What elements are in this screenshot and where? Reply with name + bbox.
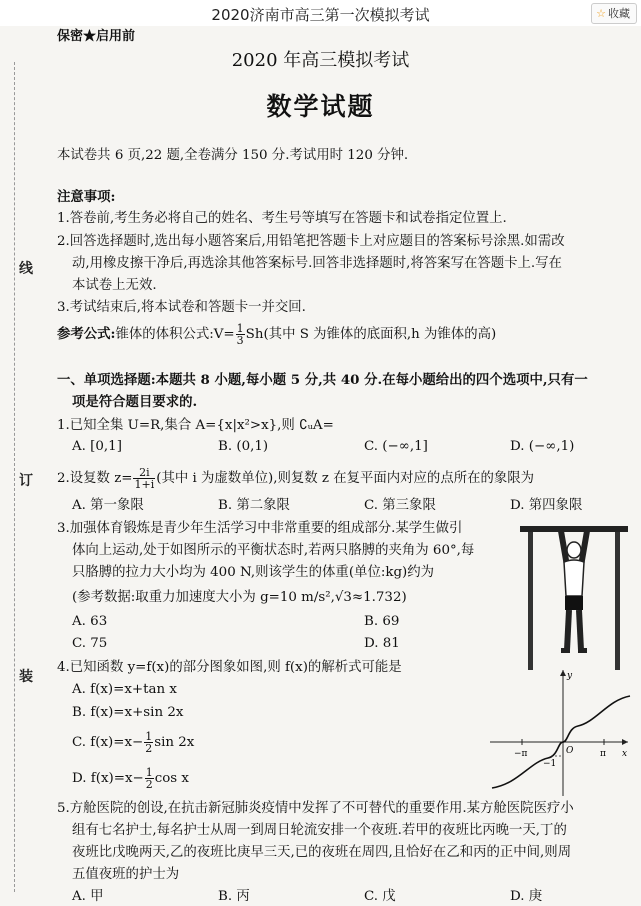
margin-label-ding: 订 <box>19 473 33 489</box>
q1-option-d: D. (−∞,1) <box>510 439 575 454</box>
q4-d-fraction <box>145 767 154 790</box>
q4-option-c <box>72 731 194 754</box>
q2-option-d: D. 第四象限 <box>510 498 583 513</box>
q4-option-a: A. f(x)=x+tan x <box>72 682 177 697</box>
exam-title: 2020 年高三模拟考试 <box>231 50 410 71</box>
margin-label-zhuang: 装 <box>19 669 33 685</box>
pullup-figure <box>520 522 628 670</box>
q2-prefix: 2.设复数 z= <box>57 471 133 486</box>
note-3: 3.考试结束后,将本试卷和答题卡一并交回. <box>57 300 306 315</box>
graph-y-label: y <box>567 671 573 681</box>
binding-line <box>14 62 15 892</box>
formula-numerator: 1 <box>236 322 244 335</box>
q2-denominator: 1+i <box>134 478 155 491</box>
q4-d-prefix: D. f(x)=x− <box>72 771 144 786</box>
q4-c-suffix: sin 2x <box>154 735 195 750</box>
q4-option-d <box>72 767 189 790</box>
question-2 <box>57 467 534 490</box>
formula-prefix: 锥体的体积公式:V= <box>115 327 235 342</box>
q1-option-b: B. (0,1) <box>218 439 269 454</box>
note-2-line-1: 2.回答选择题时,选出每小题答案后,用铅笔把答题卡上对应题目的答案标号涂黑.如需改 <box>57 234 565 249</box>
question-4: 4.已知函数 y=f(x)的部分图象如图,则 f(x)的解析式可能是 <box>57 660 402 675</box>
margin-label-xian: 线 <box>19 261 33 277</box>
q3-option-d: D. 81 <box>364 636 400 651</box>
q3-option-c: C. 75 <box>72 636 108 651</box>
subject-title: 数学试题 <box>266 92 375 121</box>
graph-x-label: x <box>622 749 628 759</box>
question-3-line-3: 只胳膊的拉力大小均为 400 N,则该学生的体重(单位:kg)约为 <box>72 565 435 580</box>
question-5-line-3: 夜班比戊晚两天,乙的夜班比庚早三天,已的夜班在周四,且恰好在乙和丙的正中间,则周 <box>72 845 572 860</box>
q5-option-b: B. 丙 <box>218 889 250 904</box>
q2-option-a: A. 第一象限 <box>72 498 144 513</box>
q4-c-fraction <box>144 731 153 754</box>
question-1: 1.已知全集 U=R,集合 A={x|x²>x},则 ∁ᵤA= <box>57 418 334 433</box>
q4-c-numerator: 1 <box>145 730 153 743</box>
star-icon: ☆ <box>596 7 606 20</box>
q2-option-b: B. 第二象限 <box>218 498 290 513</box>
formula-denominator: 3 <box>236 334 244 347</box>
question-5-line-4: 五值夜班的护士为 <box>72 867 180 882</box>
q4-d-numerator: 1 <box>145 766 153 779</box>
q5-option-d: D. 庚 <box>510 889 543 904</box>
formula-fraction <box>236 323 245 346</box>
formula-suffix: Sh(其中 S 为锥体的底面积,h 为锥体的高) <box>245 327 497 342</box>
favorite-button[interactable] <box>591 3 637 24</box>
intro-text: 本试卷共 6 页,22 题,全卷满分 150 分.考试用时 120 分钟. <box>57 148 409 163</box>
graph-neg-one-label: −1 <box>543 759 557 769</box>
note-1: 1.答卷前,考生务必将自己的姓名、考生号等填写在答题卡和试卷指定位置上. <box>57 211 507 226</box>
notes-title: 注意事项: <box>57 189 116 205</box>
note-2-line-2: 动,用橡皮擦干净后,再选涂其他答案标号.回答非选择题时,将答案写在答题卡上.写在 <box>72 256 562 271</box>
exam-paper <box>0 26 641 906</box>
note-2-line-3: 本试卷上无效. <box>72 278 157 293</box>
q3-option-a: A. 63 <box>72 614 108 629</box>
question-5-line-2: 组有七名护士,每名护士从周一到周日轮流安排一个夜班.若甲的夜班比丙晚一天,丁的 <box>72 823 567 838</box>
question-3-line-4: (参考数据:取重力加速度大小为 g=10 m/s²,√3≈1.732) <box>72 590 407 605</box>
q3-option-b: B. 69 <box>364 614 400 629</box>
secret-label: 保密★启用前 <box>57 29 136 44</box>
formula-label: 参考公式: <box>57 326 116 342</box>
q1-option-a: A. [0,1] <box>72 439 122 454</box>
q5-option-c: C. 戊 <box>364 889 396 904</box>
q4-c-denominator: 2 <box>145 742 153 755</box>
section-1-line-2: 项是符合题目要求的. <box>72 394 198 410</box>
q4-option-b: B. f(x)=x+sin 2x <box>72 705 184 720</box>
q2-numerator: 2i <box>133 467 155 479</box>
header-bar <box>0 0 641 27</box>
section-1-line-1: 一、单项选择题:本题共 8 小题,每小题 5 分,共 40 分.在每小题给出的四个选项中,只有一 <box>57 372 588 388</box>
function-graph <box>488 666 633 802</box>
q2-fraction <box>133 467 155 490</box>
graph-pi-label: π <box>600 749 606 759</box>
q4-d-denominator: 2 <box>145 778 153 791</box>
reference-formula <box>57 323 496 346</box>
graph-origin-label: O <box>566 746 574 756</box>
graph-neg-pi-label: −π <box>514 749 528 759</box>
q4-d-suffix: cos x <box>154 771 189 786</box>
q4-c-prefix: C. f(x)=x− <box>72 735 144 750</box>
q1-option-c: C. (−∞,1] <box>364 439 428 454</box>
page-title: 2020济南市高三第一次模拟考试 <box>211 6 430 24</box>
q2-suffix: (其中 i 为虚数单位),则复数 z 在复平面内对应的点所在的象限为 <box>156 471 535 486</box>
q5-option-a: A. 甲 <box>72 889 104 904</box>
question-3-line-1: 3.加强体育锻炼是青少年生活学习中非常重要的组成部分.某学生做引 <box>57 521 463 536</box>
question-3-line-2: 体向上运动,处于如图所示的平衡状态时,若两只胳膊的夹角为 60°,每 <box>72 543 475 558</box>
favorite-label: 收藏 <box>608 7 630 20</box>
q2-option-c: C. 第三象限 <box>364 498 436 513</box>
question-5-line-1: 5.方舱医院的创设,在抗击新冠肺炎疫情中发挥了不可替代的重要作用.某方舱医院医疗小 <box>57 801 574 816</box>
